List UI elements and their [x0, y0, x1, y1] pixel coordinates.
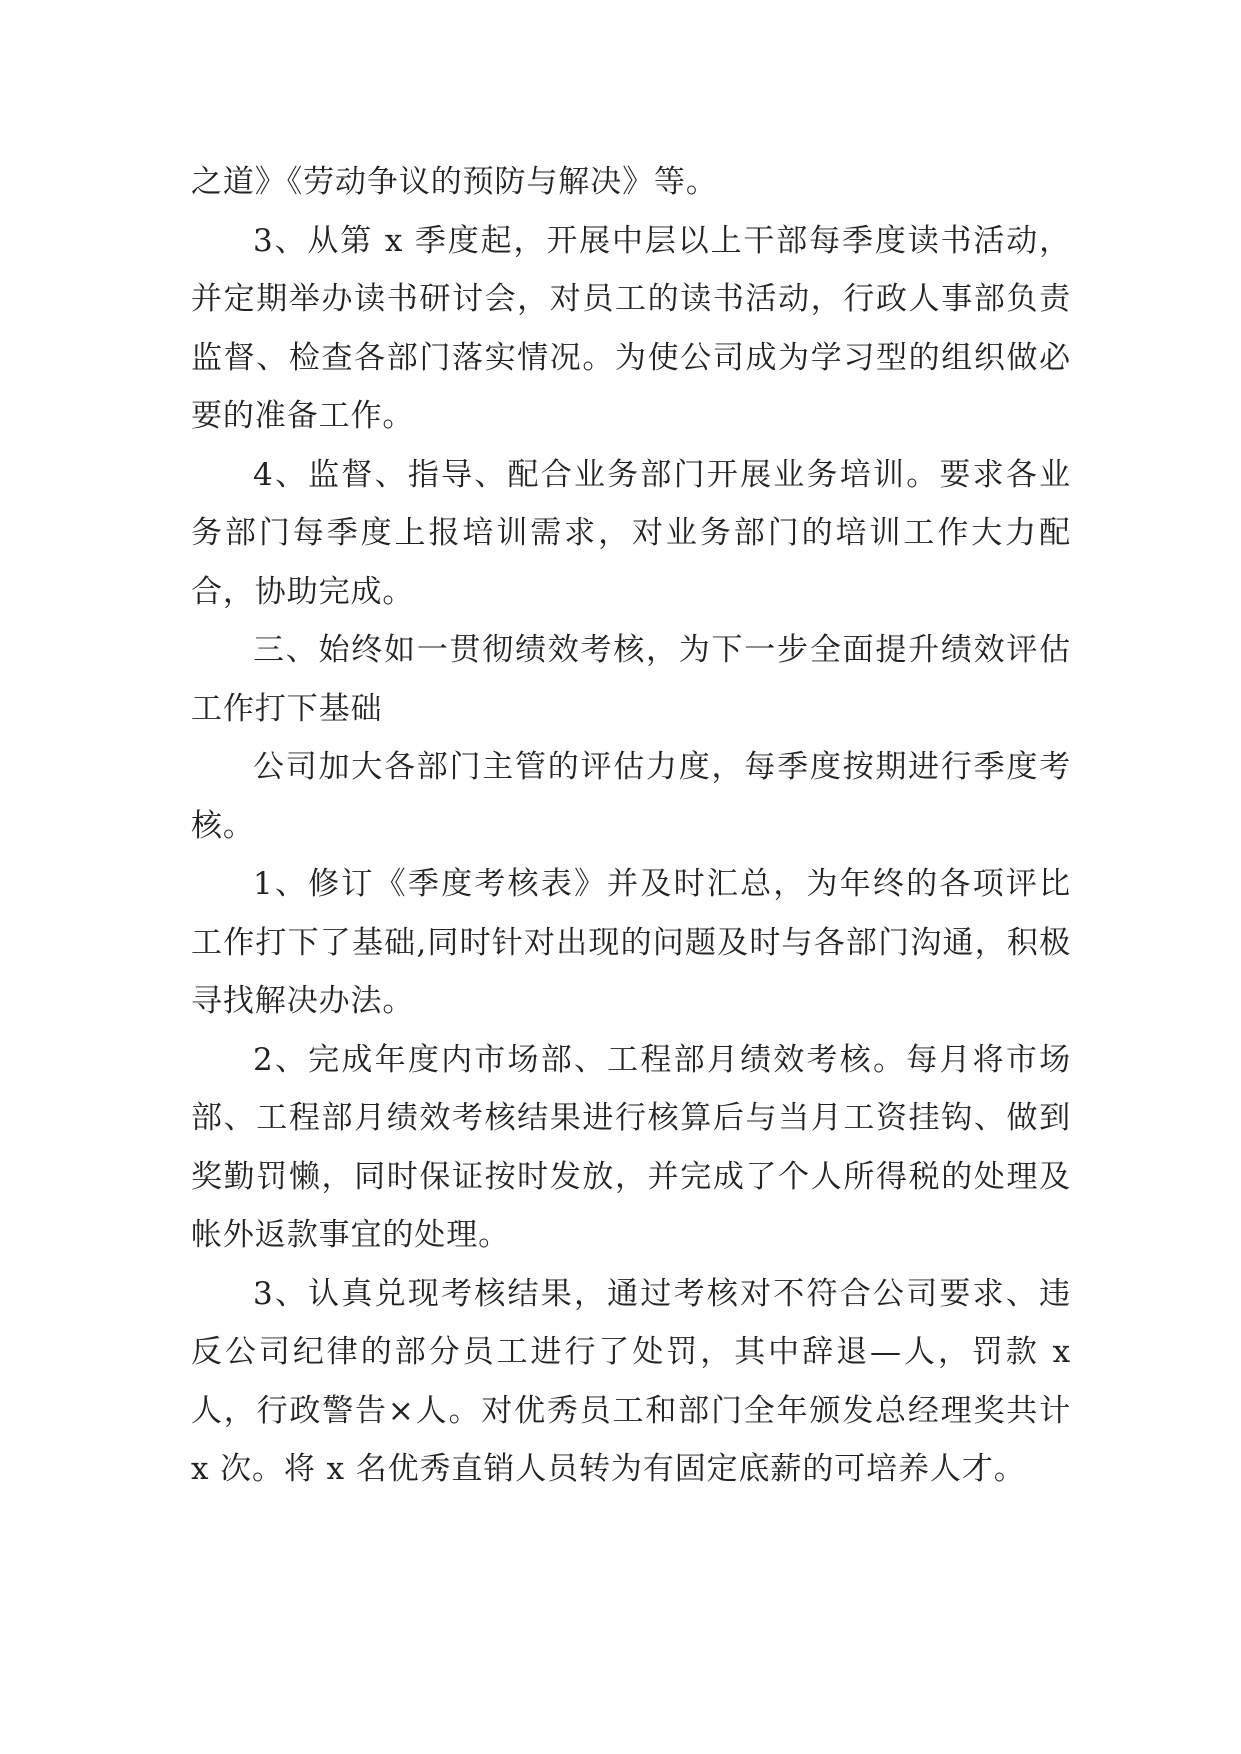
paragraph-appraisal-intro: 公司加大各部门主管的评估力度，每季度按期进行季度考核。: [191, 749, 1071, 844]
paragraph-item-2-monthly-appraisal: 2、完成年度内市场部、工程部月绩效考核。每月将市场部、工程部月绩效考核结果进行核算后与当月工资挂钩、做到奖勤罚懒，同时保证按时发放，并完成了个人所得税的处理及帐外返款事宜的处理。: [191, 1041, 1071, 1253]
paragraph-item-1-quarterly-form: 1、修订《季度考核表》并及时汇总，为年终的各项评比工作打下了基础,同时针对出现的问题及时与各部门沟通，积极寻找解决办法。: [191, 866, 1071, 1019]
document-body: [191, 153, 1071, 1499]
section-heading-performance-appraisal: 三、始终如一贯彻绩效考核，为下一步全面提升绩效评估工作打下基础: [191, 632, 1071, 727]
paragraph-item-3-appraisal-results: 3、认真兑现考核结果，通过考核对不符合公司要求、违反公司纪律的部分员工进行了处罚，其中辞退—人，罚款 x 人，行政警告×人。对优秀员工和部门全年颁发总经理奖共计 x 次。将 x 名优秀直销人员转为有固定底薪的可培养人才。: [191, 1275, 1071, 1487]
paragraph-continuation: 之道》《劳动争议的预防与解决》等。: [191, 164, 718, 200]
paragraph-item-3-reading-activity: 3、从第 x 季度起，开展中层以上干部每季度读书活动，并定期举办读书研讨会，对员工的读书活动，行政人事部负责监督、检查各部门落实情况。为使公司成为学习型的组织做必要的准备工作。: [191, 222, 1071, 434]
paragraph-item-4-business-training: 4、监督、指导、配合业务部门开展业务培训。要求各业务部门每季度上报培训需求，对业务部门的培训工作大力配合，协助完成。: [191, 456, 1071, 610]
